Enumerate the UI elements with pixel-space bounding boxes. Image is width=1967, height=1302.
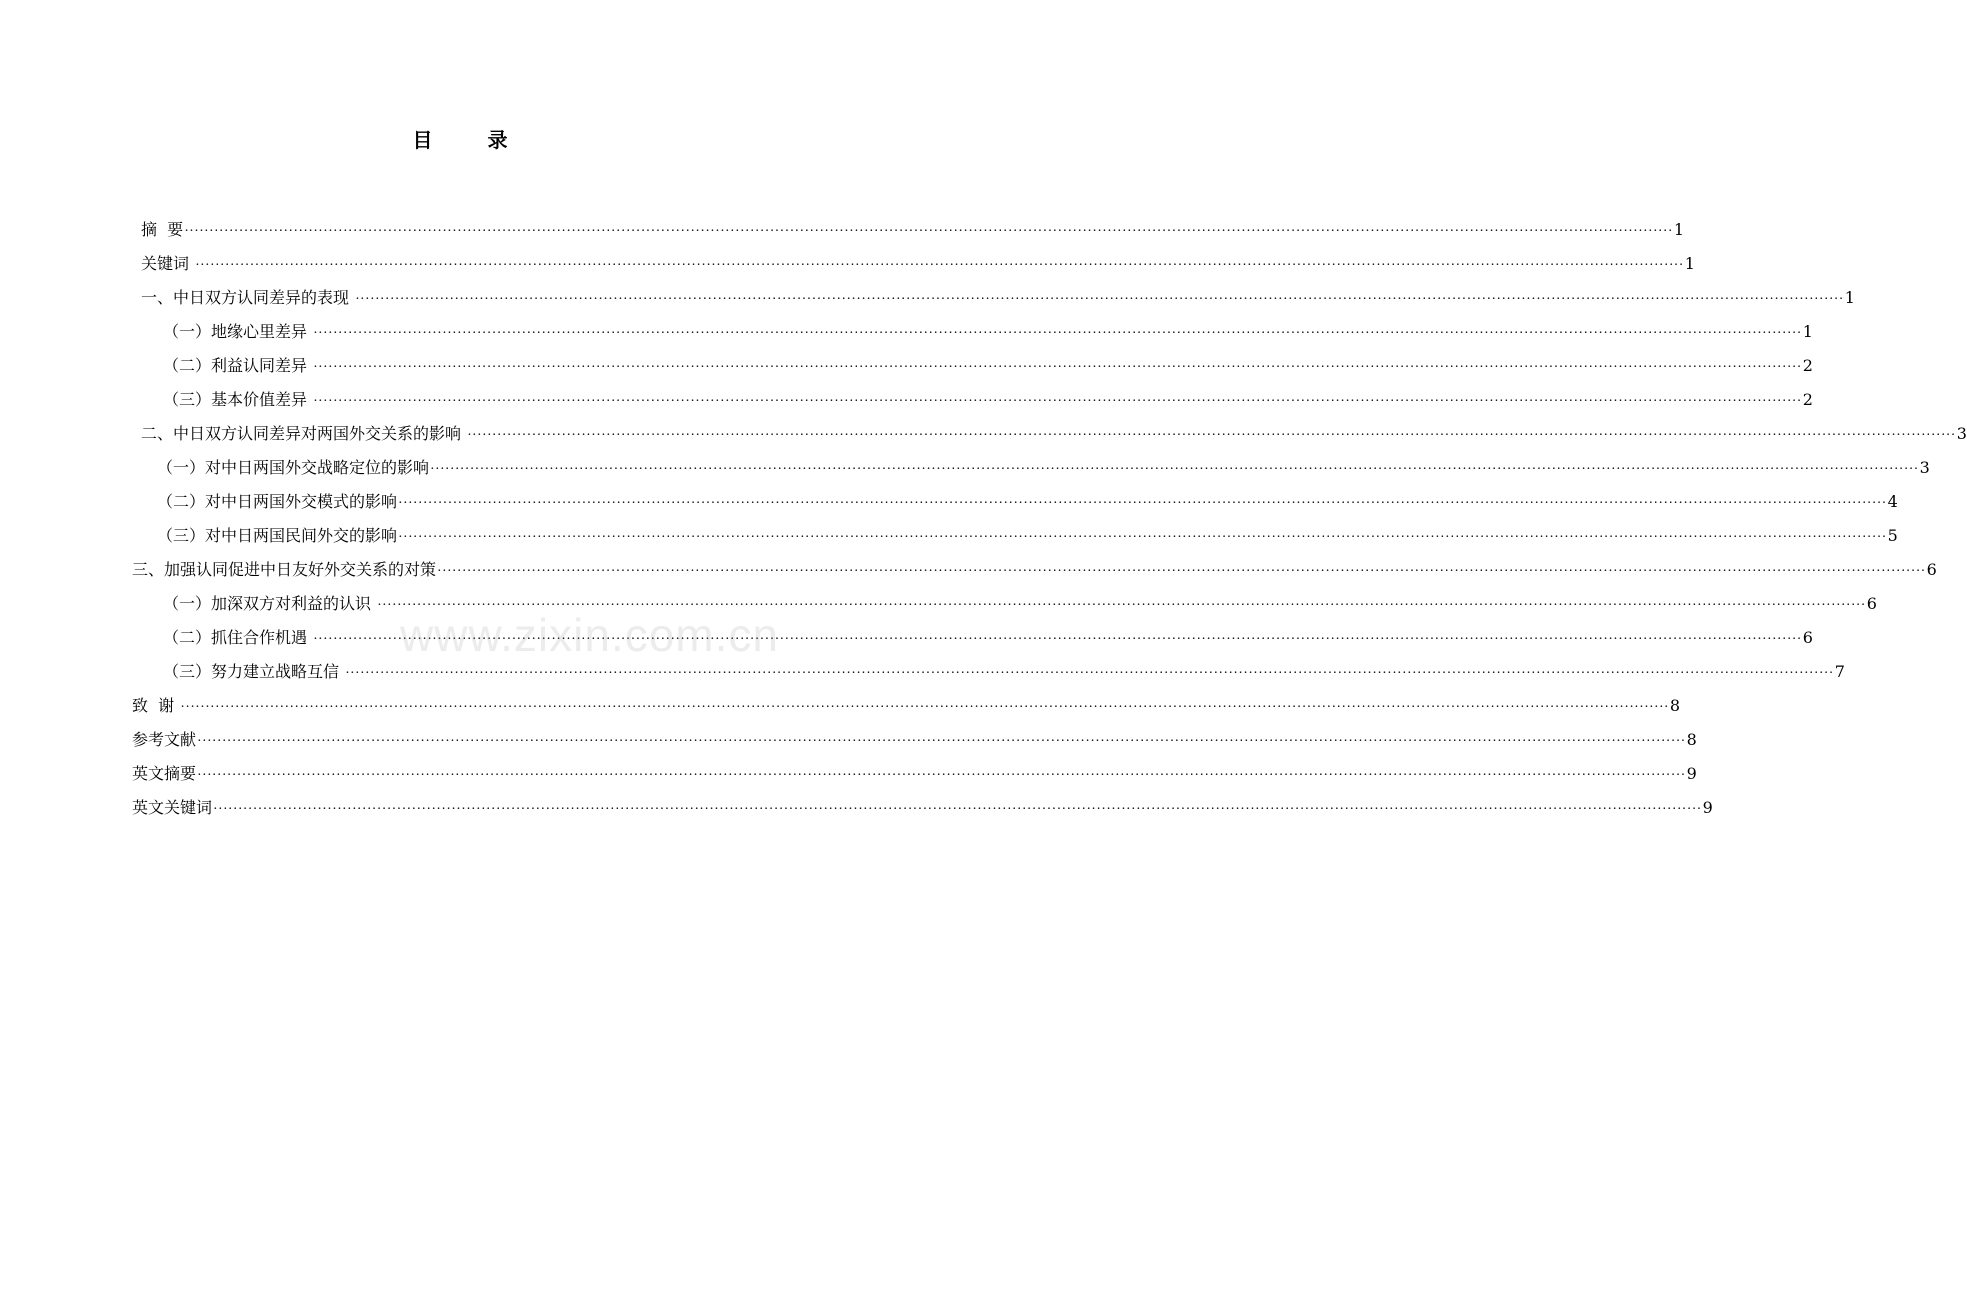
- toc-entry-label: 二、中日双方认同差异对两国外交关系的影响: [141, 424, 467, 443]
- toc-leader-dots: ············································································································································································································································································································: [213, 802, 1702, 817]
- toc-entry-label: （一）加深双方对利益的认识: [163, 594, 377, 613]
- toc-entry[interactable]: [141, 422, 1967, 446]
- toc-leader-dots: ············································································································································································································································································································: [377, 598, 1866, 613]
- toc-entry-label: 摘 要: [141, 220, 184, 239]
- toc-entry[interactable]: [157, 490, 1898, 514]
- toc-entry-page: 3: [1956, 424, 1967, 443]
- toc-entry-page: 3: [1919, 458, 1930, 477]
- toc-entry[interactable]: [157, 456, 1930, 480]
- toc-entry[interactable]: [132, 796, 1713, 820]
- toc-entry-label: 致 谢: [132, 696, 180, 715]
- toc-entry-label: 关键词: [141, 254, 195, 273]
- toc-leader-dots: ············································································································································································································································································································: [197, 768, 1686, 783]
- toc-entry[interactable]: [132, 558, 1937, 582]
- toc-leader-dots: ············································································································································································································································································································: [313, 360, 1802, 375]
- toc-leader-dots: ············································································································································································································································································································: [180, 700, 1669, 715]
- toc-entry[interactable]: [157, 524, 1898, 548]
- toc-entry-label: （二）对中日两国外交模式的影响: [157, 492, 398, 511]
- toc-entry-page: 8: [1686, 730, 1697, 749]
- toc-entry[interactable]: [132, 762, 1697, 786]
- toc-entry-page: 2: [1802, 390, 1813, 409]
- toc-entry-page: 9: [1702, 798, 1713, 817]
- toc-entry-label: （一）对中日两国外交战略定位的影响: [157, 458, 430, 477]
- toc-entry-page: 9: [1686, 764, 1697, 783]
- toc-leader-dots: ············································································································································································································································································································: [195, 258, 1684, 273]
- toc-entry[interactable]: [141, 252, 1695, 276]
- page-title: 目 录: [412, 128, 532, 152]
- toc-leader-dots: ············································································································································································································································································································: [313, 394, 1802, 409]
- toc-entry-label: 参考文献: [132, 730, 197, 749]
- toc-entry-label: （三）基本价值差异: [163, 390, 313, 409]
- toc-leader-dots: ············································································································································································································································································································: [313, 632, 1802, 647]
- toc-entry-page: 5: [1887, 526, 1898, 545]
- toc-entry-label: 英文摘要: [132, 764, 197, 783]
- toc-leader-dots: ············································································································································································································································································································: [437, 564, 1926, 579]
- toc-leader-dots: ············································································································································································································································································································: [197, 734, 1686, 749]
- toc-entry-page: 1: [1844, 288, 1855, 307]
- toc-entry-label: （三）努力建立战略互信: [163, 662, 345, 681]
- toc-entry[interactable]: [132, 728, 1697, 752]
- toc-leader-dots: ············································································································································································································································································································: [398, 496, 1887, 511]
- toc-leader-dots: ············································································································································································································································································································: [184, 224, 1673, 239]
- toc-leader-dots: ············································································································································································································································································································: [313, 326, 1802, 341]
- toc-leader-dots: ············································································································································································································································································································: [467, 428, 1956, 443]
- toc-leader-dots: ············································································································································································································································································································: [398, 530, 1887, 545]
- toc-leader-dots: ············································································································································································································································································································: [345, 666, 1834, 681]
- toc-entry-page: 4: [1887, 492, 1898, 511]
- toc-entry-label: 一、中日双方认同差异的表现: [141, 288, 355, 307]
- toc-entry[interactable]: [163, 592, 1877, 616]
- toc-entry[interactable]: [163, 626, 1813, 650]
- toc-leader-dots: ············································································································································································································································································································: [430, 462, 1919, 477]
- toc-entry-page: 6: [1866, 594, 1877, 613]
- toc-entry-page: 7: [1834, 662, 1845, 681]
- toc-entry[interactable]: [163, 388, 1813, 412]
- toc-entry[interactable]: [141, 286, 1855, 310]
- toc-entry-label: 三、加强认同促进中日友好外交关系的对策: [132, 560, 437, 579]
- toc-entry-page: 2: [1802, 356, 1813, 375]
- toc-entry[interactable]: [163, 354, 1813, 378]
- toc-entry-label: 英文关键词: [132, 798, 213, 817]
- toc-entry[interactable]: [141, 218, 1685, 242]
- toc-entry-page: 6: [1926, 560, 1937, 579]
- toc-entry-page: 1: [1802, 322, 1813, 341]
- toc-entry[interactable]: [163, 660, 1845, 684]
- toc-leader-dots: ············································································································································································································································································································: [355, 292, 1844, 307]
- toc-entry-label: （一）地缘心里差异: [163, 322, 313, 341]
- toc-entry-page: 1: [1673, 220, 1685, 239]
- toc-entry-page: 6: [1802, 628, 1813, 647]
- toc-entry[interactable]: [163, 320, 1813, 344]
- watermark-text: www.zixin.com.cn: [400, 609, 779, 661]
- toc-entry-label: （二）利益认同差异: [163, 356, 313, 375]
- toc-entry-page: 1: [1684, 254, 1695, 273]
- toc-entry[interactable]: [132, 694, 1681, 718]
- toc-entry-label: （三）对中日两国民间外交的影响: [157, 526, 398, 545]
- toc-entry-label: （二）抓住合作机遇: [163, 628, 313, 647]
- toc-entry-page: 8: [1669, 696, 1681, 715]
